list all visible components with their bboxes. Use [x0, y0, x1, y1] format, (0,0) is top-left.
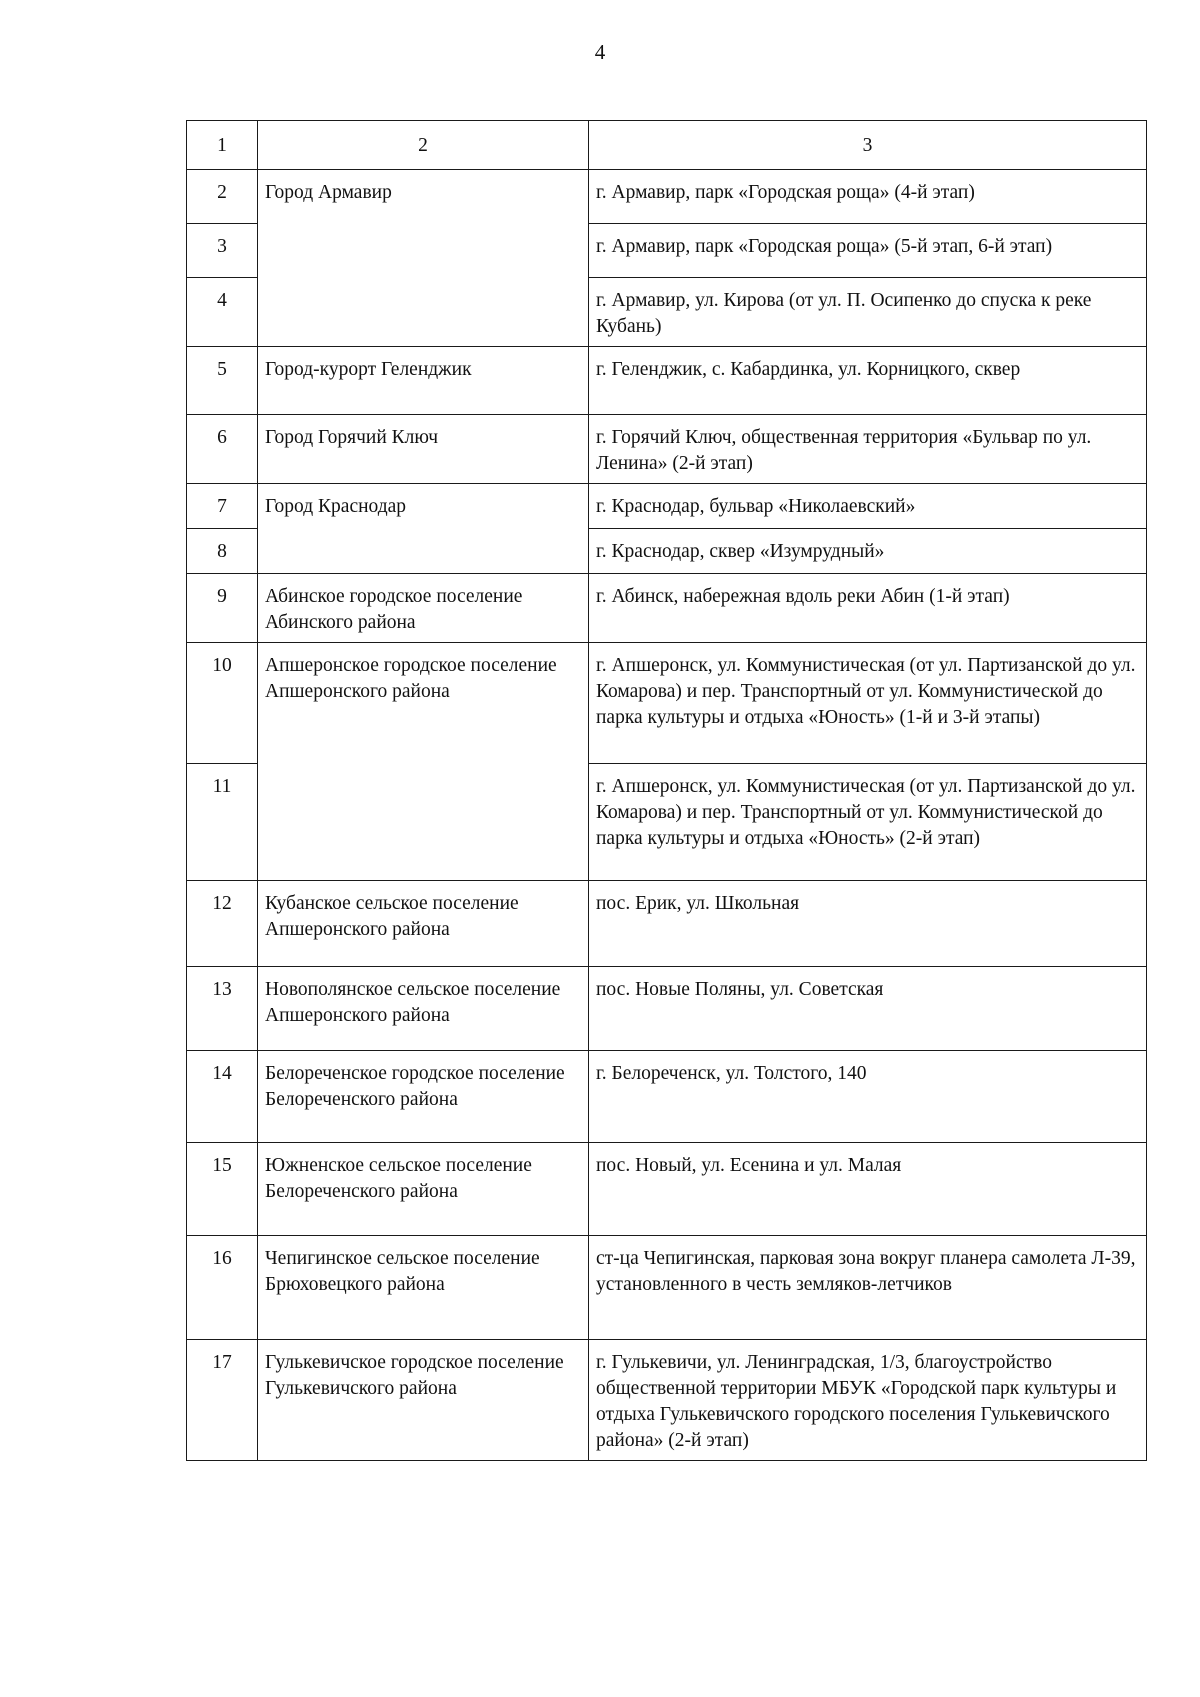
row-number-cell: 8: [187, 529, 258, 574]
territory-cell: Чепигинское сельское поселение Брюховецкого района: [258, 1236, 589, 1340]
location-cell: пос. Ерик, ул. Школьная: [589, 881, 1147, 967]
territory-cell: Кубанское сельское поселение Апшеронского района: [258, 881, 589, 967]
territory-cell: Город-курорт Геленджик: [258, 347, 589, 415]
row-number-cell: 17: [187, 1340, 258, 1461]
row-number-cell: 15: [187, 1143, 258, 1236]
header-cell-3: 3: [589, 121, 1147, 170]
territory-cell: Белореченское городское поселение Белореченского района: [258, 1051, 589, 1143]
table-row: [187, 1143, 1147, 1236]
location-cell: г. Краснодар, сквер «Изумрудный»: [589, 529, 1147, 574]
table-row: [187, 347, 1147, 415]
location-cell: г. Армавир, парк «Городская роща» (5-й этап, 6-й этап): [589, 224, 1147, 278]
row-number-cell: 3: [187, 224, 258, 278]
table-row: [187, 574, 1147, 643]
row-number-cell: 11: [187, 764, 258, 881]
row-number-cell: 9: [187, 574, 258, 643]
location-cell: г. Краснодар, бульвар «Николаевский»: [589, 484, 1147, 529]
table-row: [187, 881, 1147, 967]
row-number-cell: 4: [187, 278, 258, 347]
table-row: [187, 1340, 1147, 1461]
location-cell: пос. Новые Поляны, ул. Советская: [589, 967, 1147, 1051]
territory-cell: Город Армавир: [258, 170, 589, 347]
table-row: [187, 1051, 1147, 1143]
territory-cell: Абинское городское поселение Абинского района: [258, 574, 589, 643]
location-cell: г. Армавир, ул. Кирова (от ул. П. Осипенко до спуска к реке Кубань): [589, 278, 1147, 347]
location-cell: г. Абинск, набережная вдоль реки Абин (1-й этап): [589, 574, 1147, 643]
row-number-cell: 13: [187, 967, 258, 1051]
territory-cell: Южненское сельское поселение Белореченского района: [258, 1143, 589, 1236]
territory-cell: Новополянское сельское поселение Апшеронского района: [258, 967, 589, 1051]
table-row: [187, 967, 1147, 1051]
projects-table-body: [187, 121, 1147, 1461]
row-number-cell: 14: [187, 1051, 258, 1143]
territory-cell: Апшеронское городское поселение Апшеронского района: [258, 643, 589, 881]
projects-table: [186, 120, 1147, 1461]
territory-cell: Гулькевичское городское поселение Гулькевичского района: [258, 1340, 589, 1461]
header-cell-1: 1: [187, 121, 258, 170]
location-cell: г. Гулькевичи, ул. Ленинградская, 1/3, благоустройство общественной территории МБУК «Городской парк культуры и отдыха Гулькевичского городского поселения Гулькевичского района» (2-й этап): [589, 1340, 1147, 1461]
location-cell: г. Белореченск, ул. Толстого, 140: [589, 1051, 1147, 1143]
territory-cell: Город Краснодар: [258, 484, 589, 574]
location-cell: пос. Новый, ул. Есенина и ул. Малая: [589, 1143, 1147, 1236]
location-cell: г. Апшеронск, ул. Коммунистическая (от ул. Партизанской до ул. Комарова) и пер. Транспортный от ул. Коммунистической до парка культуры и отдыха «Юность» (1-й и 3-й этапы): [589, 643, 1147, 764]
row-number-cell: 2: [187, 170, 258, 224]
location-cell: г. Горячий Ключ, общественная территория «Бульвар по ул. Ленина» (2-й этап): [589, 415, 1147, 484]
table-row: [187, 484, 1147, 529]
location-cell: г. Апшеронск, ул. Коммунистическая (от ул. Партизанской до ул. Комарова) и пер. Транспортный от ул. Коммунистической до парка культуры и отдыха «Юность» (2-й этап): [589, 764, 1147, 881]
territory-cell: Город Горячий Ключ: [258, 415, 589, 484]
row-number-cell: 10: [187, 643, 258, 764]
table-row: [187, 415, 1147, 484]
table-header-row: [187, 121, 1147, 170]
row-number-cell: 12: [187, 881, 258, 967]
location-cell: ст-ца Чепигинская, парковая зона вокруг планера самолета Л-39, установленного в честь земляков-летчиков: [589, 1236, 1147, 1340]
table-row: [187, 170, 1147, 224]
row-number-cell: 5: [187, 347, 258, 415]
location-cell: г. Армавир, парк «Городская роща» (4-й этап): [589, 170, 1147, 224]
row-number-cell: 7: [187, 484, 258, 529]
header-cell-2: 2: [258, 121, 589, 170]
page-number: 4: [594, 40, 606, 64]
row-number-cell: 6: [187, 415, 258, 484]
table-row: [187, 643, 1147, 764]
table-row: [187, 1236, 1147, 1340]
location-cell: г. Геленджик, с. Кабардинка, ул. Корницкого, сквер: [589, 347, 1147, 415]
row-number-cell: 16: [187, 1236, 258, 1340]
